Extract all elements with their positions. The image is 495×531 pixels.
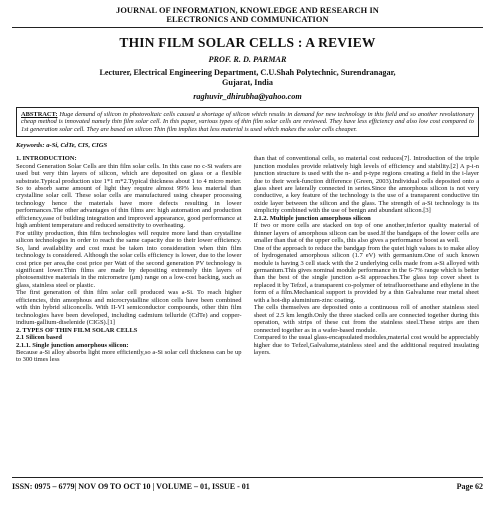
subsection-heading-single-junction: 2.1.1. Single junction amorphous silicon: bbox=[16, 341, 129, 349]
footer-issn: ISSN: 0975 – 6779| NOV O9 TO OCT 10 | VOLUME – 01, ISSUE - 01 bbox=[12, 482, 250, 491]
keywords: Keywords: a-Si, CdTe, CIS, CIGS bbox=[16, 142, 108, 150]
paragraph: Because a-Si alloy absorbs light more efficiently,so a-Si solar cell thickness can be up to 300 times less bbox=[16, 349, 242, 364]
paragraph: Second Generation Solar Cells are thin film solar cells. In this case no c-Si wafers are used but very thin layers of silicon, which are deposited on glass or a flexible substrate.Typical production size 1*1 m*2.Typical thickness about 1 to 4 micro meter. So to absorb same amount of light they require almost 99% less material than crystalline solar cell. These solar cells are manufactured using cheaper processing technology hence the materials have more defects resulting in lower performances.The other advantages of thin films are: high automation and production efficiency,ease of building integration and improved appearance, good performance at high ambient temperature and reduced sensitivity to overheating. bbox=[16, 162, 242, 230]
paragraph: One of the approach to reduce the bandgap from the quiet high values is to make alloy of hydrogenated amorphous silicon (1.7 eV) with germanium.One of such known module is having 3 cell stack with the 2 underlying cells made from a-Si alloyed with germanium.This gives nominal module performance in the 6-7% range which is better than the best of the single junction a-Si approaches.The glass top cover sheet is replaced it by Tefzel, a transparent co-polymer of tetrafluoroethane and ethylene in the form of a film.Mechanical support is provided by a thin Galvalume rear metal sheet with a hot-dip aluminium-zinc coating. bbox=[253, 244, 479, 304]
journal-name-line1: JOURNAL OF INFORMATION, KNOWLEDGE AND RESEARCH IN bbox=[116, 6, 379, 15]
paragraph: For utility production, thin film technologies will require more land than crystalline silicon technologies in order to reach the same capacity due to their lower efficiency. So, land availability and cost must be taken into consideration when thin film technology is considered. Although the solar cells efficiency is lower, due to the lower cost price per area,the cost price per Watt of the second generation PV technology is significant lower.Thin films are made by depositing extremely thin layers of photosensitive materials in the micrometre (μm) range on a low-cost backing, such as glass, stainless steel or plastic. bbox=[16, 229, 242, 289]
body-columns bbox=[16, 155, 479, 531]
right-column bbox=[254, 155, 480, 531]
affiliation-line1: Lecturer, Electrical Engineering Department, C.U.Shah Polytechnic, Surendranagar, bbox=[99, 68, 396, 77]
author-email: raghuvir_dhirubha@yahoo.com bbox=[193, 92, 302, 101]
journal-header bbox=[12, 6, 483, 24]
affiliation-line2: Gujarat, India bbox=[222, 77, 273, 87]
abstract-text: Huge demand of silicon in photovoltaic cells caused a shortage of silicon which results in demand for new technology in this field and so another revolutionary cheap method is innovated namely thin film solar cell. In this paper, various types of thin film solar cells are reviewed. They have less efficiency and also low cost compared to 1st generation solar cell. They are based on silicon Thin film implies that less material is used which makes the solar cells cheaper. bbox=[21, 111, 474, 133]
left-column bbox=[16, 155, 242, 531]
abstract-box bbox=[16, 107, 479, 137]
paragraph: than that of conventional cells, so material cost reduces[7]. Introduction of the triple junction modules provide relatively high levels of efficiency and stability.[2] A p-i-n junction structure is used with the n- and p-type regions creating a field in the i-layer due to their work-function difference (Green, 2003).Individual cells deposited onto a glass sheet are laterally connected in series.Since the amorphous silicon is not very conductive, a key feature of the technology is the use of a transparent conductive tin oxide layer between the silicon and the glass. The strength of a-Si technology is its simplicity combined with the use of benign and abundant silicon.[3] bbox=[253, 155, 479, 215]
author-affiliation bbox=[12, 68, 483, 87]
section-heading-introduction: 1. INTRODUCTION: bbox=[16, 155, 77, 163]
header-divider bbox=[12, 27, 483, 28]
paper-author: PROF. R. D. PARMAR bbox=[208, 55, 287, 64]
footer-page-number: Page 62 bbox=[456, 482, 483, 491]
paragraph: The cells themselves are deposited onto a continuous roll of another stainless steel sheet of 2.5 km length.Only the three stacked cells are connected together during this operation, with strips of these cut from the stainless steel.These strips are then connected together as in a wafer-based module. bbox=[253, 304, 479, 334]
abstract-label: ABSTRACT: bbox=[21, 111, 58, 118]
subsection-heading-silicon: 2.1 Silicon based bbox=[16, 334, 63, 342]
paragraph: If two or more cells are stacked on top of one another,inferior quality material of thinner layers of amorphous silicon can be used.If the bandgaps of the lower cells are smaller than that of the upper cells, this also gives a performance boost as well. bbox=[253, 222, 479, 245]
paper-title: THIN FILM SOLAR CELLS : A REVIEW bbox=[119, 35, 376, 50]
paragraph: Compared to the usual glass-encapsulated modules,material cost would be appreciably higher due to Tefzel,Galvalume,stainless steel and the additional required insulating layers. bbox=[253, 334, 479, 356]
journal-name-line2: ELECTRONICS AND COMMUNICATION bbox=[166, 15, 329, 24]
paragraph: The first generation of thin film solar cell produced was a-Si. To reach higher efficiencies, thin amorphous and microcrystalline silicon cells have been combined with thin hybrid siliconcells. With II-VI semiconductor compounds, other thin film technologies have been developed, including cadmium telluride (CdTe) and copper-indium-gallium-diselenide (CIGS).[1] bbox=[16, 289, 242, 327]
subsection-heading-multiple-junction: 2.1.2. Multiple junction amorphous silicon bbox=[253, 214, 371, 222]
section-heading-types: 2. TYPES OF THIN FILM SOLAR CELLS bbox=[16, 326, 138, 334]
page-footer bbox=[12, 477, 483, 491]
